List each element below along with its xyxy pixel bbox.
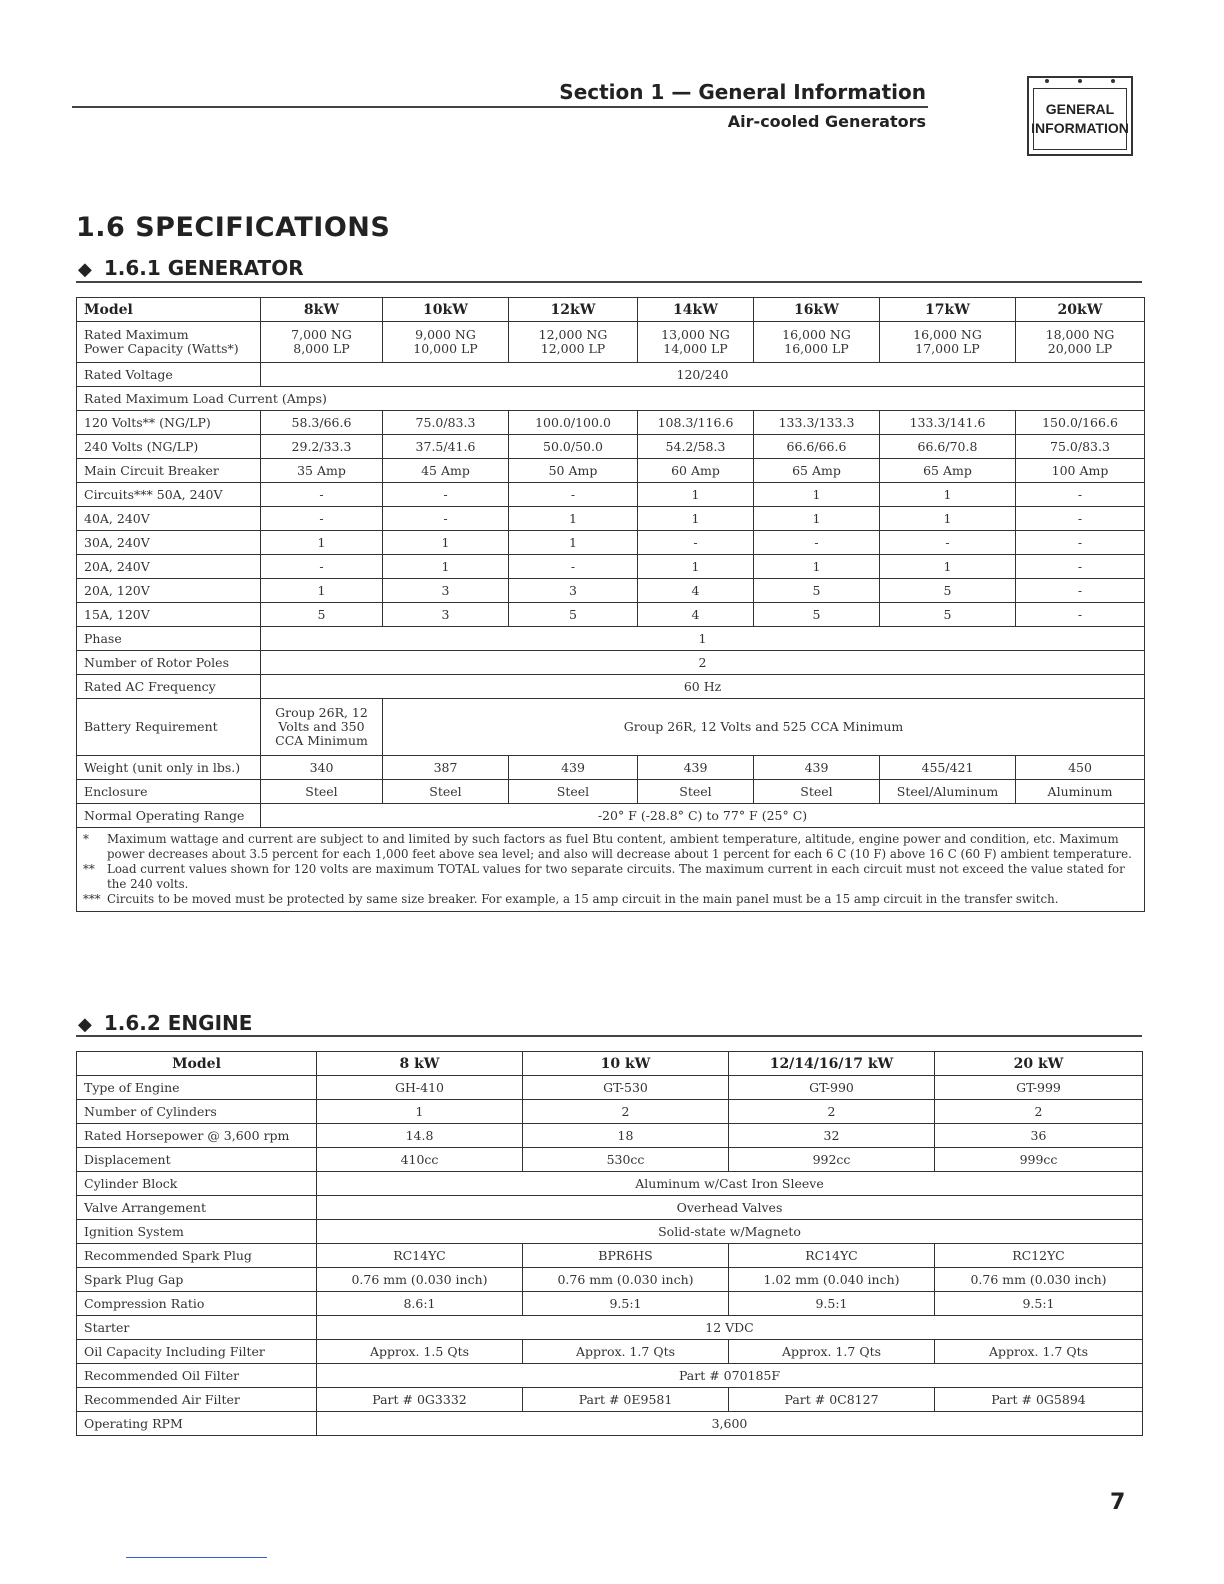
table-row xyxy=(77,1244,1143,1268)
table-cell: 1 xyxy=(638,483,754,507)
row-value: Part # 070185F xyxy=(317,1364,1143,1388)
table-cell: 1 xyxy=(880,483,1016,507)
table-cell: 0.76 mm (0.030 inch) xyxy=(523,1268,729,1292)
row-value: 3,600 xyxy=(317,1412,1143,1436)
column-header: 10kW xyxy=(383,298,509,322)
power-capacity-row xyxy=(77,322,1145,363)
row-label: 15A, 120V xyxy=(77,603,261,627)
column-header: 10 kW xyxy=(523,1052,729,1076)
table-cell: 32 xyxy=(729,1124,935,1148)
table-row xyxy=(77,435,1145,459)
footnote xyxy=(83,862,1138,892)
row-label: Recommended Spark Plug xyxy=(77,1244,317,1268)
row-label: Operating RPM xyxy=(77,1412,317,1436)
table-cell xyxy=(754,322,880,363)
table-cell: - xyxy=(880,531,1016,555)
table-cell: - xyxy=(638,531,754,555)
cell-line-lp: 17,000 LP xyxy=(915,341,980,356)
row-label: Type of Engine xyxy=(77,1076,317,1100)
table-cell: 439 xyxy=(638,756,754,780)
table-cell: 9.5:1 xyxy=(523,1292,729,1316)
table-cell: 50 Amp xyxy=(509,459,638,483)
table-cell: 0.76 mm (0.030 inch) xyxy=(935,1268,1143,1292)
table-cell: 3 xyxy=(383,603,509,627)
row-label: Normal Operating Range xyxy=(77,804,261,828)
row-label-line: Rated Maximum xyxy=(84,327,189,342)
diamond-bullet-icon: ◆ xyxy=(78,259,92,280)
table-cell: 992cc xyxy=(729,1148,935,1172)
table-cell: 54.2/58.3 xyxy=(638,435,754,459)
table-cell: 2 xyxy=(729,1100,935,1124)
load-current-heading-row xyxy=(77,387,1145,411)
table-cell: 4 xyxy=(638,603,754,627)
cell-line-ng: 16,000 NG xyxy=(913,327,982,342)
column-header: 20kW xyxy=(1016,298,1145,322)
footnote-mark: *** xyxy=(83,892,101,906)
table-row xyxy=(77,555,1145,579)
table-cell: 1 xyxy=(754,483,880,507)
cell-line-ng: 7,000 NG xyxy=(291,327,352,342)
cell-line: Volts and 350 xyxy=(278,719,365,734)
row-label xyxy=(77,322,261,363)
cell-line-ng: 18,000 NG xyxy=(1045,327,1115,342)
table-cell: 0.76 mm (0.030 inch) xyxy=(317,1268,523,1292)
row-label: Rated Maximum Load Current (Amps) xyxy=(77,387,1145,411)
table-row xyxy=(77,1148,1143,1172)
table-cell: - xyxy=(1016,531,1145,555)
generator-spec-table xyxy=(76,297,1145,912)
table-cell: 108.3/116.6 xyxy=(638,411,754,435)
column-header-model: Model xyxy=(77,298,261,322)
column-header: 8 kW xyxy=(317,1052,523,1076)
table-cell: 455/421 xyxy=(880,756,1016,780)
table-cell: 133.3/133.3 xyxy=(754,411,880,435)
row-label: Rated AC Frequency xyxy=(77,675,261,699)
row-label: Starter xyxy=(77,1316,317,1340)
row-label: Rated Horsepower @ 3,600 rpm xyxy=(77,1124,317,1148)
section-title: Section 1 — General Information xyxy=(559,80,926,104)
table-cell: 439 xyxy=(509,756,638,780)
table-cell: RC14YC xyxy=(317,1244,523,1268)
table-cell: 340 xyxy=(261,756,383,780)
row-value: 120/240 xyxy=(261,363,1145,387)
table-cell: 58.3/66.6 xyxy=(261,411,383,435)
row-label: Battery Requirement xyxy=(77,699,261,756)
row-label: Ignition System xyxy=(77,1220,317,1244)
table-cell: 3 xyxy=(509,579,638,603)
table-cell: - xyxy=(754,531,880,555)
diamond-bullet-icon: ◆ xyxy=(78,1014,92,1035)
generator-heading xyxy=(78,256,304,280)
column-header: 12kW xyxy=(509,298,638,322)
footnote-text: Maximum wattage and current are subject to and limited by such factors as fuel Btu content, ambient temperature, altitude, engine power and condition, etc. Maximum power decreases about 3.5 percent for each 1,000 feet above sea level; and also will decrease about 1 percent for each 6 C (10 F) above 16 C (60 F) ambient temperature. xyxy=(107,832,1132,861)
table-cell: Part # 0E9581 xyxy=(523,1388,729,1412)
table-cell: - xyxy=(261,507,383,531)
footnote-mark: * xyxy=(83,832,89,846)
table-cell: Aluminum xyxy=(1016,780,1145,804)
table-cell: Group 26R, 12 Volts and 525 CCA Minimum xyxy=(383,699,1145,756)
table-cell: RC12YC xyxy=(935,1244,1143,1268)
table-cell: 18 xyxy=(523,1124,729,1148)
table-cell: - xyxy=(509,483,638,507)
table-cell: 1 xyxy=(261,531,383,555)
row-label: Compression Ratio xyxy=(77,1292,317,1316)
table-cell: 4 xyxy=(638,579,754,603)
table-row xyxy=(77,1388,1143,1412)
rated-voltage-row xyxy=(77,363,1145,387)
table-cell: 5 xyxy=(261,603,383,627)
tab-label-line-2: INFORMATION xyxy=(1031,120,1129,136)
row-label: 40A, 240V xyxy=(77,507,261,531)
table-cell: 75.0/83.3 xyxy=(383,411,509,435)
table-cell: 60 Amp xyxy=(638,459,754,483)
general-information-tab xyxy=(1027,76,1133,156)
table-cell: 2 xyxy=(523,1100,729,1124)
table-cell: 8.6:1 xyxy=(317,1292,523,1316)
cell-line-lp: 14,000 LP xyxy=(663,341,728,356)
row-value: -20° F (-28.8° C) to 77° F (25° C) xyxy=(261,804,1145,828)
table-cell: 45 Amp xyxy=(383,459,509,483)
table-row xyxy=(77,1412,1143,1436)
table-cell: 1 xyxy=(261,579,383,603)
page-title: 1.6 SPECIFICATIONS xyxy=(76,212,391,243)
table-cell: 1 xyxy=(509,507,638,531)
cell-line-ng: 13,000 NG xyxy=(661,327,730,342)
row-label: Number of Cylinders xyxy=(77,1100,317,1124)
cell-line-ng: 9,000 NG xyxy=(415,327,476,342)
table-cell: 66.6/70.8 xyxy=(880,435,1016,459)
column-header: 12/14/16/17 kW xyxy=(729,1052,935,1076)
table-cell: 65 Amp xyxy=(754,459,880,483)
table-cell: Steel xyxy=(261,780,383,804)
table-cell: GT-999 xyxy=(935,1076,1143,1100)
table-cell: 5 xyxy=(754,603,880,627)
table-cell: Steel xyxy=(509,780,638,804)
table-cell: - xyxy=(261,483,383,507)
row-label: Valve Arrangement xyxy=(77,1196,317,1220)
table-cell: 1 xyxy=(509,531,638,555)
row-label: Number of Rotor Poles xyxy=(77,651,261,675)
table-row xyxy=(77,459,1145,483)
rotor-poles-row xyxy=(77,651,1145,675)
table-cell xyxy=(509,322,638,363)
cell-line-lp: 12,000 LP xyxy=(540,341,606,356)
table-cell: 9.5:1 xyxy=(935,1292,1143,1316)
table-cell: 1 xyxy=(638,555,754,579)
table-cell: Steel xyxy=(383,780,509,804)
table-cell: 100.0/100.0 xyxy=(509,411,638,435)
table-cell: - xyxy=(383,507,509,531)
cell-line: Group 26R, 12 xyxy=(275,705,368,720)
phase-row xyxy=(77,627,1145,651)
row-label: Recommended Oil Filter xyxy=(77,1364,317,1388)
row-value: Solid-state w/Magneto xyxy=(317,1220,1143,1244)
row-label: Enclosure xyxy=(77,780,261,804)
table-cell: 1 xyxy=(754,555,880,579)
table-cell: 3 xyxy=(383,579,509,603)
table-row xyxy=(77,1100,1143,1124)
table-cell: 36 xyxy=(935,1124,1143,1148)
cell-line-lp: 20,000 LP xyxy=(1047,341,1113,356)
row-label: Rated Voltage xyxy=(77,363,261,387)
table-cell: Steel/Aluminum xyxy=(880,780,1016,804)
table-row xyxy=(77,1340,1143,1364)
footnote-text: Circuits to be moved must be protected by same size breaker. For example, a 15 amp circuit in the main panel must be a 15 amp circuit in the transfer switch. xyxy=(107,892,1059,906)
table-cell: Approx. 1.7 Qts xyxy=(935,1340,1143,1364)
table-cell: - xyxy=(383,483,509,507)
table-cell: Part # 0C8127 xyxy=(729,1388,935,1412)
row-label: 30A, 240V xyxy=(77,531,261,555)
table-cell xyxy=(1016,322,1145,363)
footnotes-row xyxy=(77,828,1145,912)
row-label: Cylinder Block xyxy=(77,1172,317,1196)
column-header: 14kW xyxy=(638,298,754,322)
table-row xyxy=(77,483,1145,507)
table-cell: GT-530 xyxy=(523,1076,729,1100)
row-label: 120 Volts** (NG/LP) xyxy=(77,411,261,435)
row-label: Phase xyxy=(77,627,261,651)
table-cell: Approx. 1.7 Qts xyxy=(523,1340,729,1364)
row-label-line: Power Capacity (Watts*) xyxy=(84,341,239,356)
table-cell: Approx. 1.7 Qts xyxy=(729,1340,935,1364)
table-cell: 439 xyxy=(754,756,880,780)
table-cell: 75.0/83.3 xyxy=(1016,435,1145,459)
footer-link-line xyxy=(126,1557,267,1558)
table-cell: Steel xyxy=(638,780,754,804)
table-cell: 100 Amp xyxy=(1016,459,1145,483)
row-value: 60 Hz xyxy=(261,675,1145,699)
table-cell: 999cc xyxy=(935,1148,1143,1172)
row-value: 12 VDC xyxy=(317,1316,1143,1340)
table-cell: Steel xyxy=(754,780,880,804)
engine-heading-text: 1.6.2 ENGINE xyxy=(103,1011,253,1035)
enclosure-row xyxy=(77,780,1145,804)
table-row xyxy=(77,411,1145,435)
table-cell: - xyxy=(1016,555,1145,579)
table-cell: 1 xyxy=(383,555,509,579)
table-header-row xyxy=(77,298,1145,322)
generator-heading-rule xyxy=(76,281,1142,283)
row-label: Circuits*** 50A, 240V xyxy=(77,483,261,507)
weight-row xyxy=(77,756,1145,780)
table-cell: 133.3/141.6 xyxy=(880,411,1016,435)
table-cell: Part # 0G5894 xyxy=(935,1388,1143,1412)
table-header-row xyxy=(77,1052,1143,1076)
frequency-row xyxy=(77,675,1145,699)
tab-label-line-1: GENERAL xyxy=(1045,101,1115,117)
table-row xyxy=(77,1316,1143,1340)
table-cell: 29.2/33.3 xyxy=(261,435,383,459)
column-header: 8kW xyxy=(261,298,383,322)
table-cell: 5 xyxy=(754,579,880,603)
table-row xyxy=(77,1076,1143,1100)
table-cell: 1 xyxy=(880,507,1016,531)
engine-heading xyxy=(78,1011,252,1035)
table-cell: - xyxy=(1016,579,1145,603)
table-cell: GT-990 xyxy=(729,1076,935,1100)
table-row xyxy=(77,603,1145,627)
table-row xyxy=(77,1124,1143,1148)
battery-row xyxy=(77,699,1145,756)
column-header: 20 kW xyxy=(935,1052,1143,1076)
table-cell: GH-410 xyxy=(317,1076,523,1100)
table-cell: 2 xyxy=(935,1100,1143,1124)
table-cell: 1 xyxy=(754,507,880,531)
table-cell: 450 xyxy=(1016,756,1145,780)
footnotes xyxy=(77,828,1145,912)
cell-line: CCA Minimum xyxy=(275,733,368,748)
table-cell: 66.6/66.6 xyxy=(754,435,880,459)
footnote xyxy=(83,892,1138,907)
table-cell: 5 xyxy=(880,603,1016,627)
table-row xyxy=(77,1292,1143,1316)
table-cell: 1 xyxy=(638,507,754,531)
table-cell: 9.5:1 xyxy=(729,1292,935,1316)
row-value: Aluminum w/Cast Iron Sleeve xyxy=(317,1172,1143,1196)
table-row xyxy=(77,1364,1143,1388)
table-cell xyxy=(261,699,383,756)
row-value: 1 xyxy=(261,627,1145,651)
table-cell: 410cc xyxy=(317,1148,523,1172)
row-label: Oil Capacity Including Filter xyxy=(77,1340,317,1364)
row-value: 2 xyxy=(261,651,1145,675)
table-cell: 65 Amp xyxy=(880,459,1016,483)
operating-range-row xyxy=(77,804,1145,828)
table-cell: - xyxy=(1016,483,1145,507)
cell-line-lp: 16,000 LP xyxy=(784,341,849,356)
row-label: 240 Volts (NG/LP) xyxy=(77,435,261,459)
table-cell: 35 Amp xyxy=(261,459,383,483)
section-subtitle: Air-cooled Generators xyxy=(727,112,926,131)
table-cell: 37.5/41.6 xyxy=(383,435,509,459)
row-label: Recommended Air Filter xyxy=(77,1388,317,1412)
table-cell: - xyxy=(261,555,383,579)
table-cell: - xyxy=(509,555,638,579)
footnote xyxy=(83,832,1138,862)
table-cell: 150.0/166.6 xyxy=(1016,411,1145,435)
row-label: Weight (unit only in lbs.) xyxy=(77,756,261,780)
table-row xyxy=(77,531,1145,555)
table-cell: 1.02 mm (0.040 inch) xyxy=(729,1268,935,1292)
table-cell: RC14YC xyxy=(729,1244,935,1268)
row-label: Displacement xyxy=(77,1148,317,1172)
cell-line-ng: 12,000 NG xyxy=(538,327,608,342)
column-header: 16kW xyxy=(754,298,880,322)
page-number: 7 xyxy=(1110,1490,1126,1515)
table-cell: BPR6HS xyxy=(523,1244,729,1268)
column-header-model: Model xyxy=(77,1052,317,1076)
table-row xyxy=(77,507,1145,531)
table-cell xyxy=(383,322,509,363)
footnote-mark: ** xyxy=(83,862,95,876)
row-value: Overhead Valves xyxy=(317,1196,1143,1220)
row-label: 20A, 120V xyxy=(77,579,261,603)
row-label: Spark Plug Gap xyxy=(77,1268,317,1292)
tab-holes xyxy=(1031,79,1129,85)
table-cell: 1 xyxy=(383,531,509,555)
table-cell: 1 xyxy=(317,1100,523,1124)
table-cell: 387 xyxy=(383,756,509,780)
table-cell: Part # 0G3332 xyxy=(317,1388,523,1412)
table-row xyxy=(77,1172,1143,1196)
generator-heading-text: 1.6.1 GENERATOR xyxy=(103,256,304,280)
row-label: Main Circuit Breaker xyxy=(77,459,261,483)
table-row xyxy=(77,1268,1143,1292)
table-cell: 530cc xyxy=(523,1148,729,1172)
table-cell xyxy=(880,322,1016,363)
footnote-text: Load current values shown for 120 volts are maximum TOTAL values for two separate circuits. The maximum current in each circuit must not exceed the value stated for the 240 volts. xyxy=(107,862,1125,891)
table-cell: - xyxy=(1016,603,1145,627)
table-cell: Approx. 1.5 Qts xyxy=(317,1340,523,1364)
table-cell: 5 xyxy=(880,579,1016,603)
table-cell xyxy=(261,322,383,363)
cell-line-lp: 8,000 LP xyxy=(293,341,350,356)
header-rule xyxy=(72,106,928,108)
cell-line-lp: 10,000 LP xyxy=(413,341,478,356)
cell-line-ng: 16,000 NG xyxy=(782,327,851,342)
table-cell: - xyxy=(1016,507,1145,531)
table-row xyxy=(77,1220,1143,1244)
engine-heading-rule xyxy=(76,1035,1142,1037)
table-row xyxy=(77,1196,1143,1220)
engine-spec-table xyxy=(76,1051,1143,1436)
table-cell xyxy=(638,322,754,363)
table-cell: 14.8 xyxy=(317,1124,523,1148)
column-header: 17kW xyxy=(880,298,1016,322)
table-cell: 5 xyxy=(509,603,638,627)
table-cell: 1 xyxy=(880,555,1016,579)
table-cell: 50.0/50.0 xyxy=(509,435,638,459)
table-row xyxy=(77,579,1145,603)
row-label: 20A, 240V xyxy=(77,555,261,579)
